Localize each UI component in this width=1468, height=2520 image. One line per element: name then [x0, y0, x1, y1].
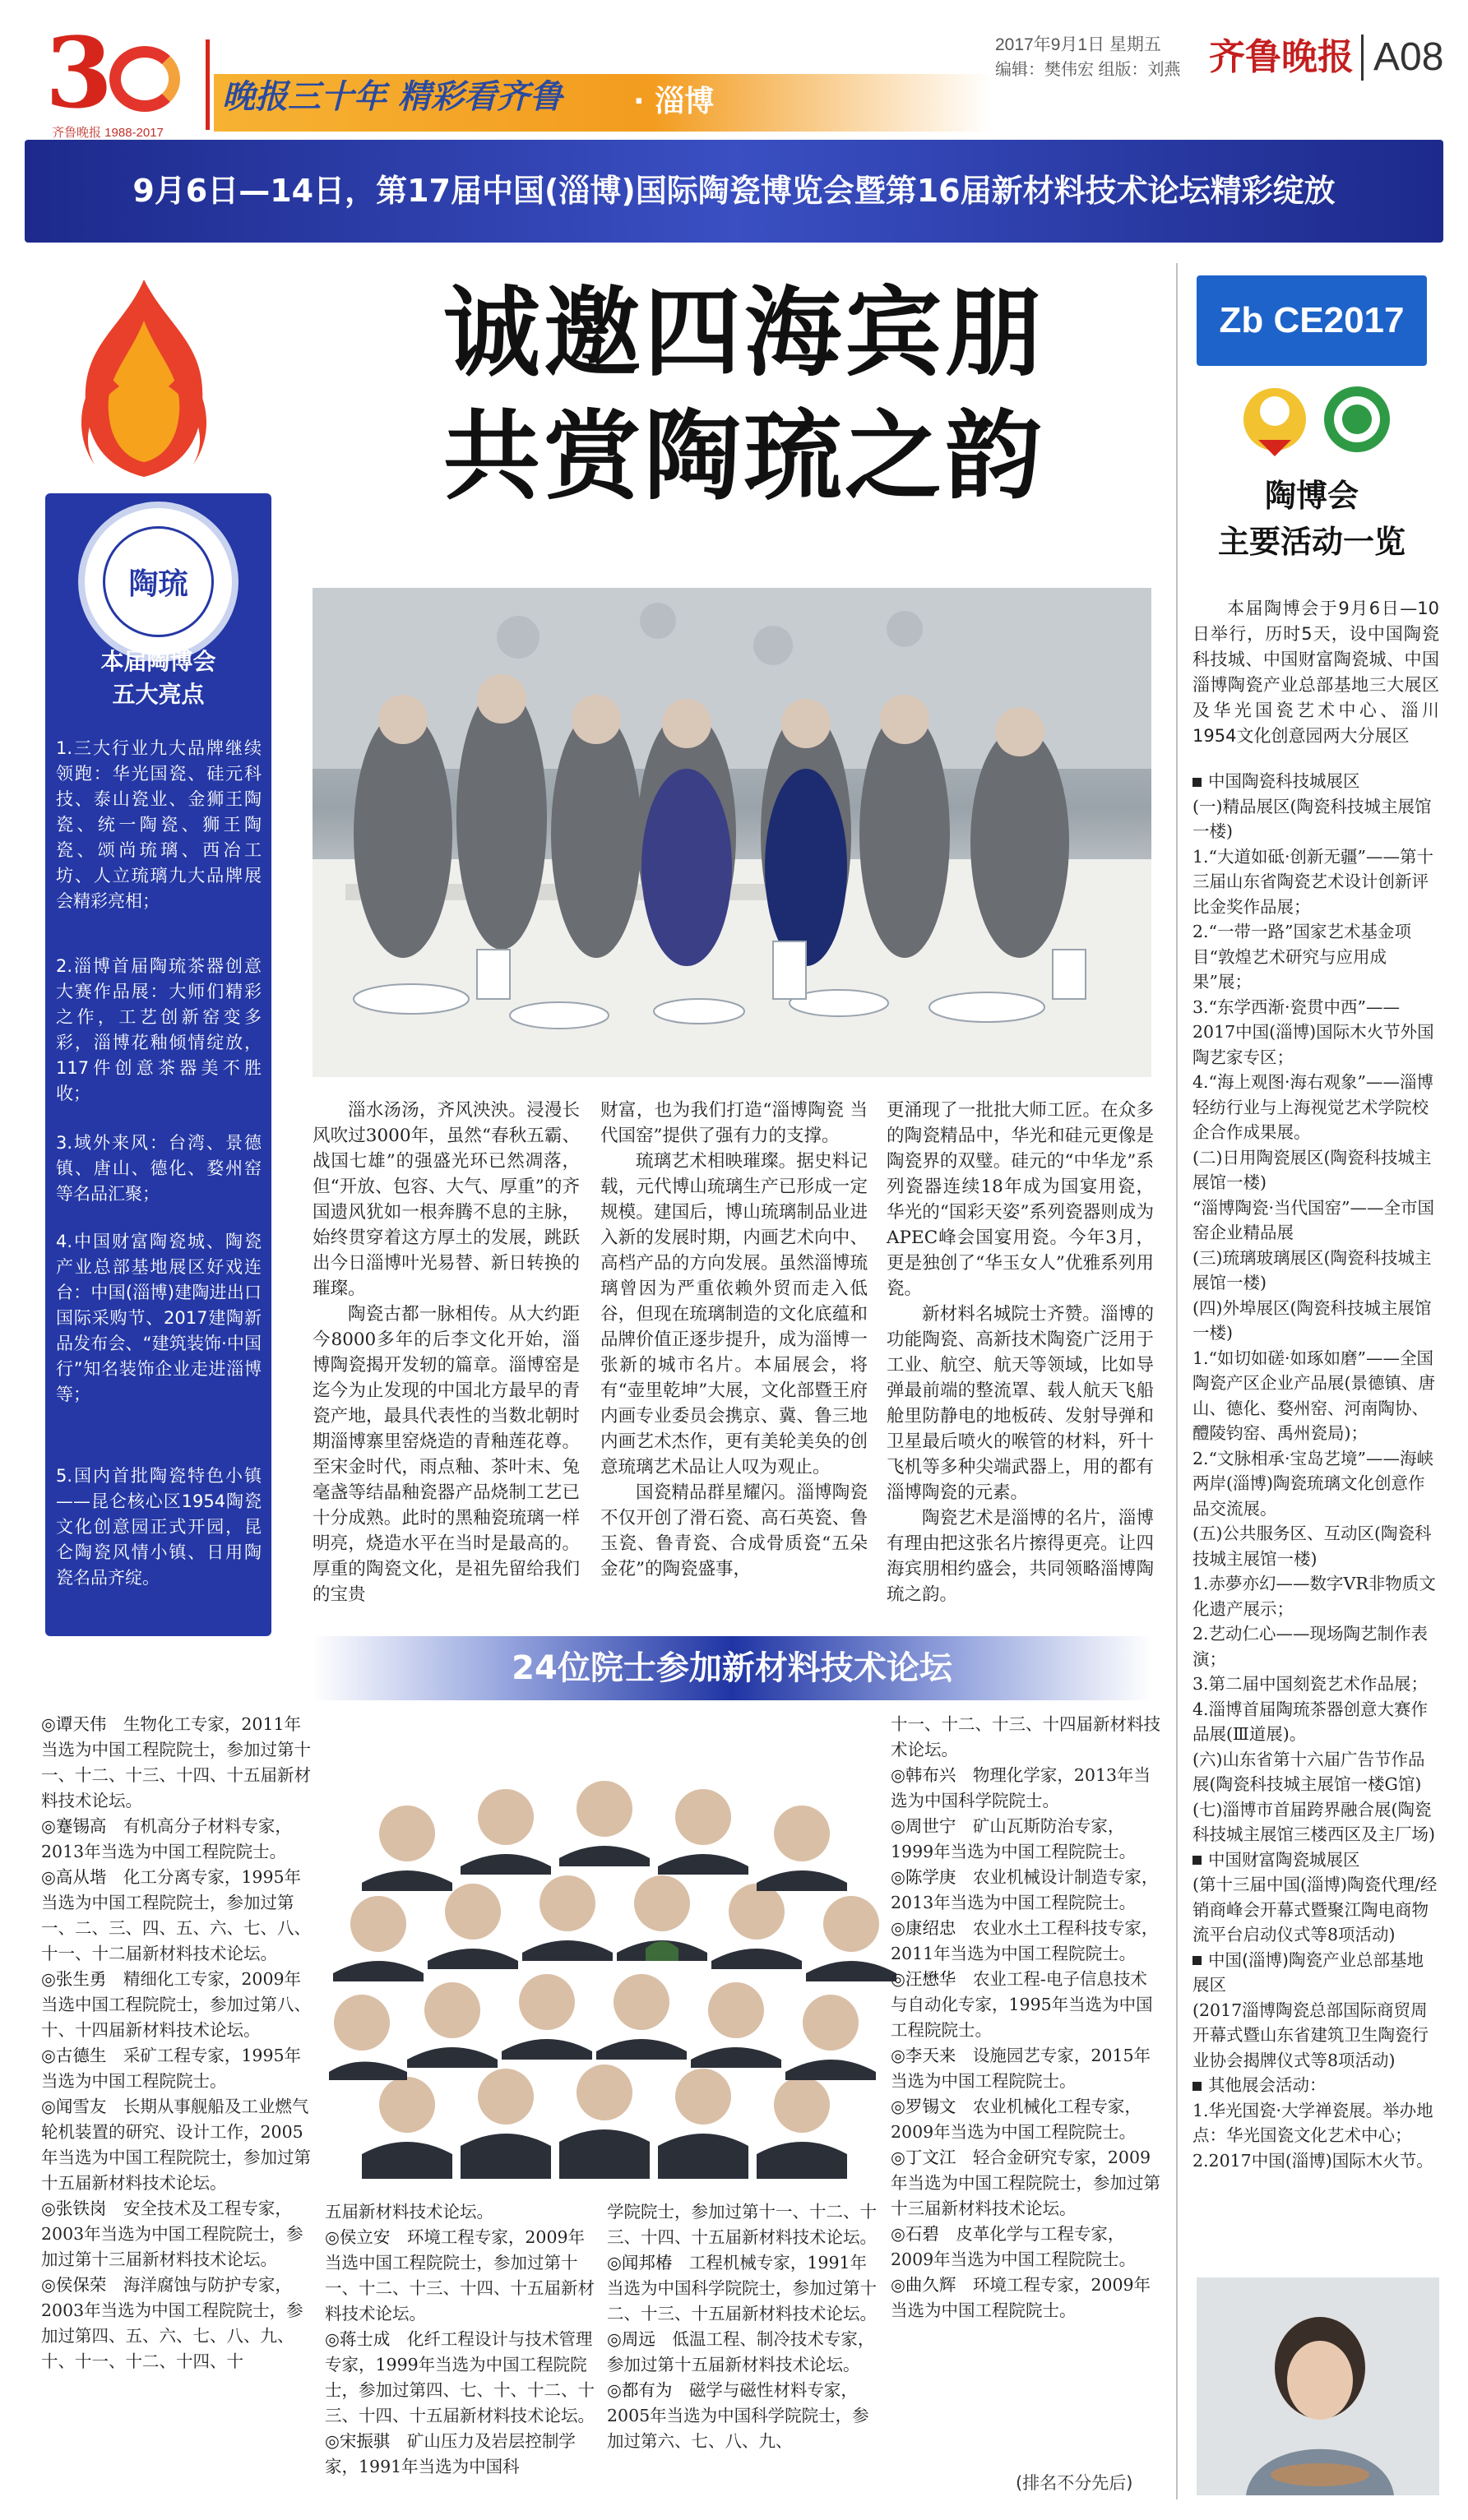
section-head-text: 中国陶瓷科技城展区 — [1208, 771, 1360, 791]
article-paragraph: 淄水汤汤，齐风泱泱。浸漫长风吹过3000年，虽然“春秋五霸、战国七雄”的强盛光环已然凋落，但“开放、包容、大气、厚重”的齐国遗风犹如一根奔腾不息的主脉，始终贯穿着这方厚土的发展，跳跃出今日淄博叶光易替、新日转换的璀璨。 — [313, 1100, 580, 1299]
expo-visitors-photo — [313, 588, 1151, 1077]
academicians-column-4 — [891, 1712, 1162, 2323]
academician-desc: 矿山瓦斯防治专家，1999年当选为中国工程院院士。 — [891, 1816, 1137, 1861]
academician-name: 宋振骐 — [339, 2431, 391, 2451]
academician-name: 汪懋华 — [905, 1969, 956, 1989]
activity-line: 1.“如切如磋·如琢如磨”——全国陶瓷产区企业产品展(景德镇、唐山、德化、婺州窑、河南陶协、醴陵钧窑、禹州瓷局)； — [1192, 1348, 1435, 1443]
article-column-2 — [600, 1098, 868, 1582]
article-paragraph: 财富，也为我们打造“淄博陶瓷 当代国窑”提供了强有力的支撑。 — [600, 1100, 868, 1146]
academician-desc: 五届新材料技术论坛。 — [325, 2202, 493, 2222]
academician-name: 都有为 — [621, 2380, 673, 2400]
article-column-1 — [313, 1098, 580, 1607]
academician-entry: ◎韩布兴 物理化学家，2013年当选为中国科学院院士。 — [891, 1765, 1151, 1810]
academician-entry: ◎罗锡文 农业机械化工程专家，2009年当选为中国工程院院士。 — [891, 2097, 1142, 2142]
activities-section-head — [1192, 1847, 1439, 1873]
activity-line: 2.“文脉相承·宝岛艺境”——海峡两岸(淄博)陶瓷琉璃文化创意作品交流展。 — [1192, 1448, 1434, 1519]
article-paragraph: 陶瓷古都一脉相传。从大约距今8000多年的后李文化开始，淄博陶瓷揭开发轫的篇章。淄博窑是迄今为止发现的中国北方最早的青瓷产地，最具代表性的当数北朝时期淄博寨里窑烧造的青釉莲花尊。至宋金时代，雨点釉、茶叶末、兔毫盏等结晶釉瓷器产品烧制工艺已十分成熟。此时的黑釉瓷琉璃一样明亮，烧造水平在当时是最高的。厚重的陶瓷文化，是祖先留给我们的宝贵 — [313, 1304, 580, 1605]
activity-line: 4.淄博首届陶琉茶器创意大赛作品展(Ⅲ道展)。 — [1192, 1699, 1429, 1744]
academician-desc: 海洋腐蚀与防护专家，2003年当选为中国工程院院士，参加过第四、五、六、七、八、九、十、十一、十二、十四、十 — [41, 2275, 303, 2371]
academicians-column-3 — [607, 2199, 878, 2454]
academician-entry — [325, 2199, 596, 2225]
academician-desc: 矿山压力及岩层控制学家，1991年当选为中国科 — [325, 2431, 576, 2476]
editor-line: 编辑：樊伟宏 组版：刘燕 — [995, 61, 1181, 79]
column-divider — [1176, 263, 1178, 2499]
academician-entry: ◎张生勇 精细化工专家，2009年当选中国工程院院士，参加过第八、十、十四届新材料技术论坛。 — [41, 1969, 311, 2040]
activity-line: “淄博陶瓷·当代国窑”——全市国窑企业精品展 — [1192, 1197, 1434, 1242]
anniversary-30-logo — [45, 16, 189, 140]
academician-name: 张铁岗 — [55, 2199, 107, 2218]
pottery-girl-photo — [1197, 2277, 1439, 2495]
activities-title — [1184, 473, 1439, 565]
page-number: A08 — [1361, 35, 1443, 81]
academician-entry: ◎高从堦 化工分离专家，1995年当选为中国工程院院士，参加过第一、二、三、四、五、六、七、八、十一、十二届新材料技术论坛。 — [41, 1867, 311, 1963]
section-head-text: 中国(淄博)陶瓷产业总部基地展区 — [1192, 1949, 1424, 1995]
academician-entry: ◎汪懋华 农业工程-电子信息技术与自动化专家，1995年当选为中国工程院院士。 — [891, 1969, 1153, 2040]
academician-name: 康绍忠 — [905, 1918, 956, 1938]
logo-ring-0 — [109, 46, 180, 112]
academician-entry: ◎周世宁 矿山瓦斯防治专家，1999年当选为中国工程院院士。 — [891, 1816, 1137, 1861]
academician-name: 周远 — [621, 2329, 655, 2349]
highlights-title-line-2: 五大亮点 — [112, 681, 205, 708]
activity-line: 4.“海上观图·海右观象”——淄博轻纺行业与上海视觉艺术学院校企合作成果展。 — [1192, 1072, 1434, 1142]
academician-entry: ◎丁文江 轻合金研究专家，2009年当选为中国工程院院士，参加过第十三届新材料技术论坛。 — [891, 2148, 1160, 2218]
square-bullet-icon — [1192, 778, 1202, 787]
highlight-item: 4.中国财富陶瓷城、陶瓷产业总部基地展区好戏连台：中国(淄博)建陶进出口国际采购节、2017建陶新品发布会、“建筑装饰·中国行”知名装饰企业走进淄博等； — [56, 1232, 262, 1404]
academician-desc: 磁学与磁性材料专家，2005年当选为中国科学院院士，参加过第六、七、八、九、 — [607, 2380, 869, 2451]
square-bullet-icon — [1192, 1956, 1202, 1965]
ce2017-badge-icon — [1197, 275, 1427, 366]
academician-desc: 学院院士，参加过第十一、十二、十三、十四、十五届新材料技术论坛。 — [607, 2202, 877, 2247]
ranking-note: (排名不分先后) — [1016, 2473, 1133, 2493]
academician-entry: ◎陈学庚 农业机械设计制造专家，2013年当选为中国工程院院士。 — [891, 1867, 1159, 1912]
academician-name: 周世宁 — [905, 1816, 956, 1836]
academician-desc: 工程机械专家，1991年当选为中国科学院院士，参加过第十二、十三、十五届新材料技术论坛。 — [607, 2253, 877, 2323]
academician-entry: ◎都有为 磁学与磁性材料专家，2005年当选为中国科学院院士，参加过第六、七、八、九、 — [607, 2380, 869, 2451]
academician-entry: ◎闻邦椿 工程机械专家，1991年当选为中国科学院院士，参加过第十二、十三、十五届新材料技术论坛。 — [607, 2253, 877, 2323]
header-meta — [995, 33, 1181, 82]
academician-name: 韩布兴 — [905, 1765, 956, 1785]
academician-entry: ◎康绍忠 农业水土工程科技专家，2011年当选为中国工程院院士。 — [891, 1918, 1159, 1963]
academician-name: 古德生 — [55, 2046, 107, 2065]
logo-digit-3: 3 — [45, 16, 107, 130]
highlights-title-line-1: 本届陶博会 — [100, 648, 216, 675]
headline-line-2: 共赏陶琉之韵 — [442, 400, 1045, 513]
academician-name: 张生勇 — [55, 1969, 107, 1989]
article-paragraph: 琉璃艺术相映璀璨。据史料记载，元代博山琉璃生产已形成一定规模。建国后，博山琉璃制品业进入新的发展时期，内画艺术向中、高档产品的方向发展。虽然淄博琉璃曾因为严重依赖外贸而走入低谷，但现在琉璃制造的文化底蕴和品牌价值正逐步提升，成为淄博一张新的城市名片。本届展会，将有“壶里乾坤”大展，文化部暨王府内画专业委员会携京、冀、鲁三地内画艺术杰作，更有美轮美奂的创意琉璃艺术品让人叹为观止。 — [600, 1151, 868, 1477]
article-paragraph: 新材料名城院士齐赞。淄博的功能陶瓷、高新技术陶瓷广泛用于工业、航空、航天等领域，比如导弹最前端的整流罩、载人航天飞船舱里防静电的地板砖、发射导弹和卫星最后喷火的喉管的材料，歼十飞机等多种尖端武器上，用的都有淄博陶瓷的元素。 — [887, 1304, 1154, 1503]
academician-entry: ◎宋振骐 矿山压力及岩层控制学家，1991年当选为中国科 — [325, 2431, 576, 2476]
academician-entry: ◎蹇锡高 有机高分子材料专家，2013年当选为中国工程院院士。 — [41, 1816, 292, 1861]
highlight-item: 5.国内首批陶瓷特色小镇——昆仑核心区1954陶瓷文化创意园正式开园，昆仑陶瓷风情小镇、日用陶瓷名品齐绽。 — [56, 1466, 262, 1588]
academician-desc: 农业机械设计制造专家，2013年当选为中国工程院院士。 — [891, 1867, 1159, 1912]
activity-line: (三)琉璃玻璃展区(陶瓷科技城主展馆一楼) — [1192, 1247, 1432, 1292]
academician-desc: 精细化工专家，2009年当选中国工程院院士，参加过第八、十、十四届新材料技术论坛。 — [41, 1969, 311, 2040]
academician-desc: 皮革化学与工程专家，2009年当选为中国工程院院士。 — [891, 2224, 1137, 2269]
section-head-text: 其他展会活动： — [1208, 2075, 1327, 2095]
badge-text: Zb CE2017 — [1219, 300, 1405, 340]
activity-line: (四)外埠展区(陶瓷科技城主展馆一楼) — [1192, 1297, 1432, 1343]
seal-medal — [78, 502, 238, 662]
academician-desc: 有机高分子材料专家，2013年当选为中国工程院院士。 — [41, 1816, 292, 1861]
activity-line: (一)精品展区(陶瓷科技城主展馆一楼) — [1192, 796, 1432, 841]
academician-desc: 化工分离专家，1995年当选为中国工程院院士，参加过第一、二、三、四、五、六、七、八、十一、十二届新材料技术论坛。 — [41, 1867, 311, 1963]
activity-line: (七)淄博市首届跨界融合展(陶瓷科技城主展馆三楼西区及主厂场) — [1192, 1799, 1435, 1844]
academician-name: 谭天伟 — [55, 1714, 107, 1734]
academician-entry: ◎谭天伟 生物化工专家，2011年当选为中国工程院院士，参加过第十一、十二、十三、十四、十五届新材料技术论坛。 — [41, 1714, 311, 1810]
academician-name: 蹇锡高 — [55, 1816, 107, 1836]
headline-line-1: 诚邀四海宾朋 — [442, 276, 1045, 390]
academician-entry: ◎石碧 皮革化学与工程专家，2009年当选为中国工程院院士。 — [891, 2224, 1137, 2269]
header-slogan: 晚报三十年 精彩看齐鲁 — [222, 77, 563, 116]
academician-entry: ◎周远 低温工程、制冷技术专家，参加过第十五届新材料技术论坛。 — [607, 2329, 875, 2374]
academician-entry: ◎曲久辉 环境工程专家，2009年当选为中国工程院院士。 — [891, 2275, 1151, 2320]
academician-desc: 设施园艺专家，2015年当选为中国工程院院士。 — [891, 2046, 1151, 2091]
academician-entry — [891, 1712, 1162, 1763]
highlight-item: 3.域外来风：台湾、景德镇、唐山、德化、婺州窑等名品汇聚； — [56, 1133, 262, 1204]
academician-name: 蒋士成 — [339, 2329, 391, 2349]
academician-desc: 安全技术及工程专家，2003年当选为中国工程院院士，参加过第十三届新材料技术论坛。 — [41, 2199, 303, 2269]
academician-entry — [607, 2199, 878, 2250]
academician-name: 李天来 — [905, 2046, 956, 2065]
page-header — [0, 0, 1468, 140]
seal-medal-text: 陶琉 — [103, 526, 214, 637]
academician-entry: ◎蒋士成 化纤工程设计与技术管理专家，1999年当选为中国工程院院士，参加过第四、七、十、十二、十三、十四、十五届新材料技术论坛。 — [325, 2329, 595, 2425]
academician-desc: 轻合金研究专家，2009年当选为中国工程院院士，参加过第十三届新材料技术论坛。 — [891, 2148, 1160, 2218]
academician-desc: 采矿工程专家，1995年当选为中国工程院院士。 — [41, 2046, 302, 2091]
academicians-title: 24位院士参加新材料技术论坛 — [512, 1649, 952, 1687]
academician-desc: 环境工程专家，2009年当选为中国工程院院士。 — [891, 2275, 1151, 2320]
academician-desc: 十一、十二、十三、十四届新材料技术论坛。 — [891, 1714, 1160, 1759]
logo-subtitle: 齐鲁晚报 1988-2017 — [52, 126, 164, 140]
activity-line: (六)山东省第十六届广告节作品展(陶瓷科技城主展馆一楼G馆) — [1192, 1749, 1425, 1794]
academician-name: 陈学庚 — [905, 1867, 956, 1887]
activities-intro: 本届陶博会于9月6日—10日举行，历时5天，设中国陶瓷科技城、中国财富陶瓷城、中国淄博陶瓷产业总部基地三大展区及华光国瓷艺术中心、淄川1954文化创意园两大分展区 — [1192, 599, 1439, 746]
academician-name: 石碧 — [905, 2224, 939, 2244]
paper-name: 齐鲁晚报 — [1209, 36, 1354, 78]
academician-name: 闻雪友 — [55, 2097, 107, 2116]
academician-desc: 化纤工程设计与技术管理专家，1999年当选为中国工程院院士，参加过第四、七、十、十二、十三、十四、十五届新材料技术论坛。 — [325, 2329, 595, 2425]
academician-desc: 农业工程-电子信息技术与自动化专家，1995年当选为中国工程院院士。 — [891, 1969, 1153, 2040]
activity-line: 2.2017中国(淄博)国际木火节。 — [1192, 2150, 1433, 2171]
activity-line: (2017淄博陶瓷总部国际商贸周开幕式暨山东省建筑卫生陶瓷行业协会揭牌仪式等8项活动) — [1192, 2000, 1429, 2070]
mascot-icon — [1225, 374, 1406, 465]
event-strip — [25, 140, 1443, 243]
academician-desc: 农业机械化工程专家，2009年当选为中国工程院院士。 — [891, 2097, 1142, 2142]
activities-section-head — [1192, 1948, 1439, 1998]
section-head-text: 中国财富陶瓷城展区 — [1208, 1849, 1360, 1870]
academician-entry: ◎李天来 设施园艺专家，2015年当选为中国工程院院士。 — [891, 2046, 1151, 2091]
header-city: · 淄博 — [633, 85, 715, 118]
academician-entry: ◎侯保荣 海洋腐蚀与防护专家，2003年当选为中国工程院院士，参加过第四、五、六、七、八、九、十、十一、十二、十四、十 — [41, 2275, 303, 2371]
academician-entry: ◎古德生 采矿工程专家，1995年当选为中国工程院院士。 — [41, 2046, 302, 2091]
academician-name: 罗锡文 — [905, 2097, 956, 2116]
highlights-title — [45, 645, 271, 711]
activity-line: 1.赤夢亦幻——数字VR非物质文化遗产展示； — [1192, 1574, 1436, 1619]
event-strip-text: 9月6日—14日，第17届中国(淄博)国际陶瓷博览会暨第16届新材料技术论坛精彩绽放 — [132, 173, 1336, 209]
header-divider — [206, 39, 210, 130]
highlight-item: 2.淄博首届陶琉茶器创意大赛作品展：大师们精彩之作，工艺创新窑变多彩，淄博花釉倾情绽放，117件创意茶器美不胜收； — [56, 956, 262, 1103]
article-paragraph: 陶瓷艺术是淄博的名片，淄博有理由把这张名片擦得更亮。让四海宾朋相约盛会，共同领略淄博陶琉之韵。 — [887, 1508, 1154, 1605]
academicians-column-2 — [325, 2199, 596, 2480]
activity-line: 2.艺动仁心——现场陶艺制作表演； — [1192, 1624, 1429, 1669]
academician-desc: 长期从事舰船及工业燃气轮机装置的研究、设计工作，2005年当选为中国工程院院士，参加过第十五届新材料技术论坛。 — [41, 2097, 311, 2193]
academician-desc: 农业水土工程科技专家，2011年当选为中国工程院院士。 — [891, 1918, 1159, 1963]
activities-section-head — [1192, 769, 1439, 794]
academician-name: 高从堦 — [55, 1867, 107, 1887]
highlight-item: 1.三大行业九大品牌继续领跑：华光国瓷、硅元科技、泰山瓷业、金狮王陶瓷、统一陶瓷、狮王陶瓷、颂尚琉璃、西冶工坊、人立琉璃九大品牌展会精彩亮相； — [56, 738, 262, 911]
academician-name: 丁文江 — [905, 2148, 956, 2167]
square-bullet-icon — [1192, 1856, 1202, 1865]
square-bullet-icon — [1192, 2082, 1202, 2091]
activity-line: (五)公共服务区、互动区(陶瓷科技城主展馆一楼) — [1192, 1524, 1432, 1569]
academician-desc: 环境工程专家，2009年当选中国工程院院士，参加过第十一、十二、十三、十四、十五届新材料技术论坛。 — [325, 2227, 595, 2323]
article-column-3 — [887, 1098, 1154, 1607]
academician-entry: ◎侯立安 环境工程专家，2009年当选中国工程院院士，参加过第十一、十二、十三、十四、十五届新材料技术论坛。 — [325, 2227, 595, 2323]
academician-entry: ◎闻雪友 长期从事舰船及工业燃气轮机装置的研究、设计工作，2005年当选为中国工程院院士，参加过第十五届新材料技术论坛。 — [41, 2097, 311, 2193]
activity-line: 3.“东学西渐·瓷贯中西”——2017中国(淄博)国际木火节外国陶艺家专区； — [1192, 996, 1434, 1067]
academician-entry: ◎张铁岗 安全技术及工程专家，2003年当选为中国工程院院士，参加过第十三届新材料技术论坛。 — [41, 2199, 303, 2269]
activity-line: 2.“一带一路”国家艺术基金项目“敦煌艺术研究与应用成果”展； — [1192, 922, 1412, 992]
activity-line: (二)日用陶瓷展区(陶瓷科技城主展馆一楼) — [1192, 1147, 1432, 1192]
academician-desc: 物理化学家，2013年当选为中国科学院院士。 — [891, 1765, 1151, 1810]
activity-line: 1.华光国瓷·大学禅瓷展。举办地点：华光国瓷文化艺术中心； — [1192, 2100, 1433, 2145]
academicians-column-1 — [41, 1712, 313, 2374]
academician-desc: 生物化工专家，2011年当选为中国工程院院士，参加过第十一、十二、十三、十四、十五届新材料技术论坛。 — [41, 1714, 311, 1810]
activity-line: (第十三届中国(淄博)陶瓷代理/经销商峰会开幕式暨聚江陶电商物流平台启动仪式等8项活动) — [1192, 1875, 1438, 1944]
academician-desc: 低温工程、制冷技术专家，参加过第十五届新材料技术论坛。 — [607, 2329, 875, 2374]
date-line: 2017年9月1日 星期五 — [995, 35, 1161, 54]
main-headline — [337, 271, 1151, 518]
academician-name: 侯保荣 — [55, 2275, 107, 2295]
activity-line: 1.“大道如砥·创新无疆”——第十三届山东省陶瓷艺术设计创新评比金奖作品展； — [1192, 846, 1434, 917]
academician-name: 闻邦椿 — [621, 2253, 673, 2273]
academicians-group-photo — [329, 1759, 896, 2179]
academician-name: 曲久辉 — [905, 2275, 956, 2295]
activity-line: 3.第二届中国刻瓷艺术作品展； — [1192, 1674, 1429, 1694]
activities-title-line-1: 陶博会 — [1264, 478, 1359, 514]
activities-list — [1192, 769, 1439, 2173]
article-paragraph: 国瓷精品群星耀闪。淄博陶瓷不仅开创了滑石瓷、高石英瓷、鲁玉瓷、鲁青瓷、合成骨质瓷“五朵金花”的陶瓷盛事， — [600, 1482, 868, 1579]
academician-name: 侯立安 — [339, 2227, 391, 2247]
activities-title-line-2: 主要活动一览 — [1217, 524, 1405, 560]
flame-logo-icon — [45, 271, 243, 518]
activities-section-head — [1192, 2073, 1439, 2098]
article-paragraph: 更涌现了一批批大师工匠。在众多的陶瓷精品中，华光和硅元更像是陶瓷界的双璧。硅元的“中华龙”系列瓷器连续18年成为国宴用瓷，华光的“国彩天姿”系列瓷器则成为APEC峰会国宴用瓷。今年3月，更是独创了“华玉女人”优雅系列用瓷。 — [887, 1100, 1154, 1299]
